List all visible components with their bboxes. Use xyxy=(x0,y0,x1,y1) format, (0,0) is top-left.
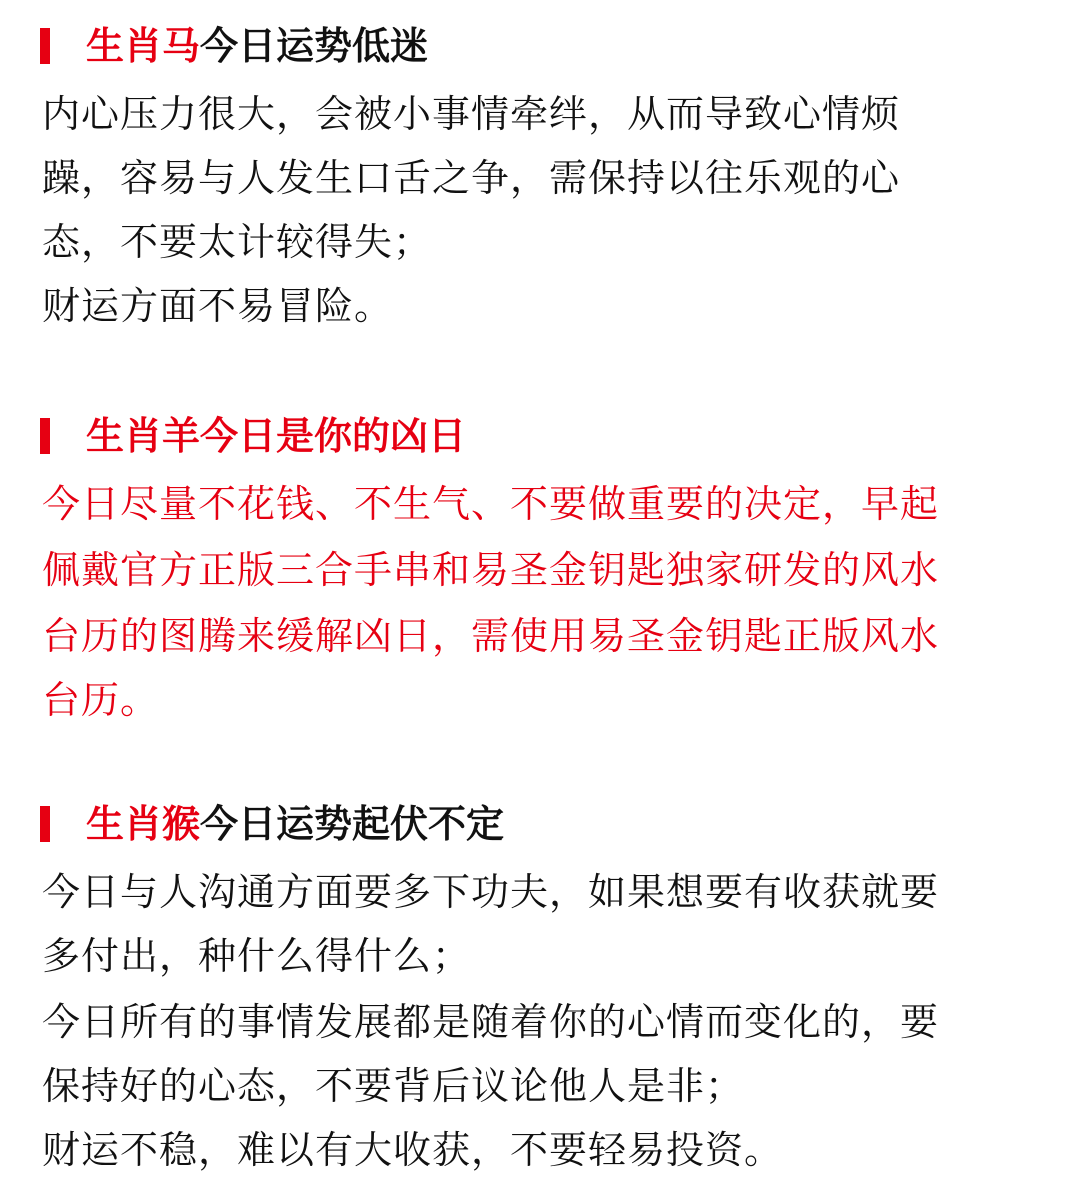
body-line: 今日所有的事情发展都是随着你的心情而变化的，要 xyxy=(42,1000,940,1044)
section-heading xyxy=(40,412,466,460)
body-line: 今日尽量不花钱、不生气、不要做重要的决定，早起 xyxy=(42,482,940,526)
heading-marker-bar xyxy=(40,418,50,454)
body-line: 财运方面不易冒险。 xyxy=(42,284,394,328)
heading-text: 今日运势起伏不定 xyxy=(200,802,505,846)
body-line: 台历的图腾来缓解凶日，需使用易圣金钥匙正版风水 xyxy=(42,614,940,658)
body-line: 态，不要太计较得失； xyxy=(42,220,433,264)
heading-marker-bar xyxy=(40,806,50,842)
heading-marker-bar xyxy=(40,28,50,64)
section-heading xyxy=(40,800,504,848)
body-line: 台历。 xyxy=(42,678,160,722)
section-heading xyxy=(40,22,428,70)
body-line: 今日与人沟通方面要多下功夫，如果想要有收获就要 xyxy=(42,870,940,914)
heading-zodiac: 生肖马 xyxy=(86,24,201,68)
body-line: 多付出，种什么得什么； xyxy=(42,934,472,978)
body-line: 财运不稳，难以有大收获，不要轻易投资。 xyxy=(42,1128,784,1172)
body-line: 内心压力很大，会被小事情牵绊，从而导致心情烦 xyxy=(42,92,901,136)
heading-zodiac: 生肖猴 xyxy=(86,802,201,846)
body-line: 躁，容易与人发生口舌之争，需保持以往乐观的心 xyxy=(42,156,901,200)
heading-zodiac: 生肖羊 xyxy=(86,414,201,458)
heading-text: 今日是你的凶日 xyxy=(200,414,467,458)
body-line: 佩戴官方正版三合手串和易圣金钥匙独家研发的风水 xyxy=(42,548,940,592)
heading-text: 今日运势低迷 xyxy=(200,24,429,68)
body-line: 保持好的心态，不要背后议论他人是非； xyxy=(42,1064,745,1108)
